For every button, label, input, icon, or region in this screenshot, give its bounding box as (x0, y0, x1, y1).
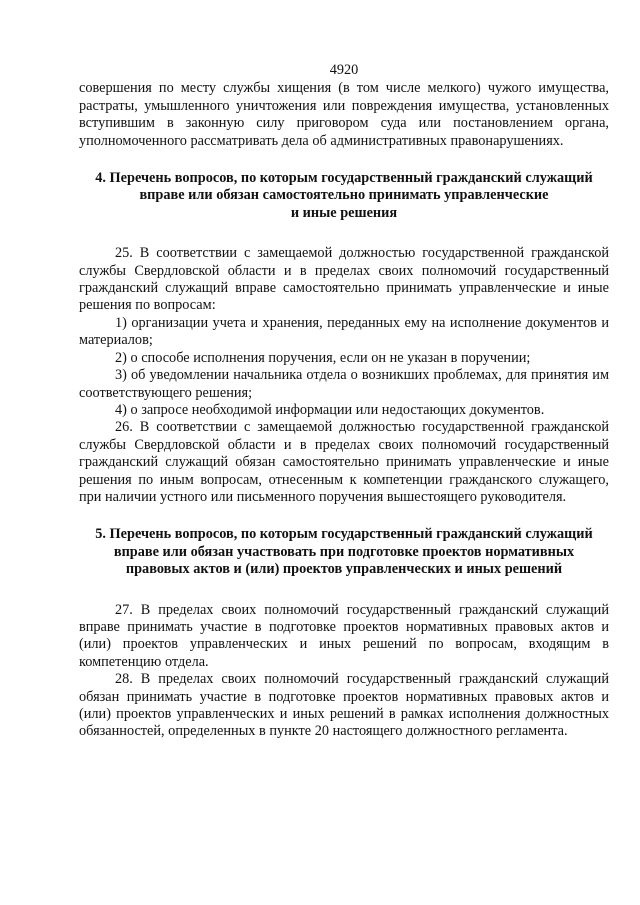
section-5-heading-line: правовых актов и (или) проектов управленческих и иных решений (125, 561, 563, 578)
list-item-4: 4) о запросе необходимой информации или недостающих документов. (115, 401, 545, 418)
paragraph-28: 28. В пределах своих полномочий государственный гражданский служащий обязан принимать участие в подготовке проектов нормативных правовых актов и (или) проектов управленческих и иных решений в рамках исполнения должностных обязанностей, определенных в пункте 20 настоящего должностного регламента. (79, 671, 609, 740)
list-item-2: 2) о способе исполнения поручения, если он не указан в поручении; (115, 349, 531, 366)
section-5-heading-line: 5. Перечень вопросов, по которым государственный гражданский служащий (95, 526, 593, 543)
section-4-heading-line: 4. Перечень вопросов, по которым государственный гражданский служащий (95, 170, 593, 187)
section-5-heading-line: вправе или обязан участвовать при подготовке проектов нормативных (113, 543, 575, 560)
section-5-heading (79, 526, 609, 578)
paragraph-27: 27. В пределах своих полномочий государственный гражданский служащий вправе принимать участие в подготовке проектов нормативных правовых актов и (или) проектов управленческих и иных решений по вопросам, входящим в компетенцию отдела. (79, 601, 609, 670)
document-page (79, 62, 609, 741)
list-item-3: 3) об уведомлении начальника отдела о возникших проблемах, для принятия им соответствующего решения; (79, 367, 609, 401)
list-item-1: 1) организации учета и хранения, переданных ему на исполнение документов и материалов; (79, 314, 609, 349)
section-4-heading-line: вправе или обязан самостоятельно принимать управленческие (139, 187, 549, 204)
intro-paragraph: совершения по месту службы хищения (в том числе мелкого) чужого имущества, растраты, умышленного уничтожения или повреждения имущества, установленных вступившим в законную силу приговором суда или постановлением органа, уполномоченного рассматривать дела об административных правонарушениях. (79, 80, 609, 149)
paragraph-25: 25. В соответствии с замещаемой должностью государственной гражданской службы Свердловской области и в пределах своих полномочий государственный гражданский служащий вправе самостоятельно принимать управленческие и иные решения по вопросам: (79, 245, 609, 314)
page-number: 4920 (329, 62, 359, 78)
section-4-heading-line: и иные решения (290, 204, 398, 221)
paragraph-26: 26. В соответствии с замещаемой должностью государственной гражданской службы Свердловской области и в пределах своих полномочий государственный гражданский служащий обязан самостоятельно принимать управленческие и иные решения по иным вопросам, отнесенным к компетенции гражданского служащего, при наличии устного или письменного поручения вышестоящего руководителя. (79, 419, 609, 505)
section-4-heading (79, 170, 609, 222)
